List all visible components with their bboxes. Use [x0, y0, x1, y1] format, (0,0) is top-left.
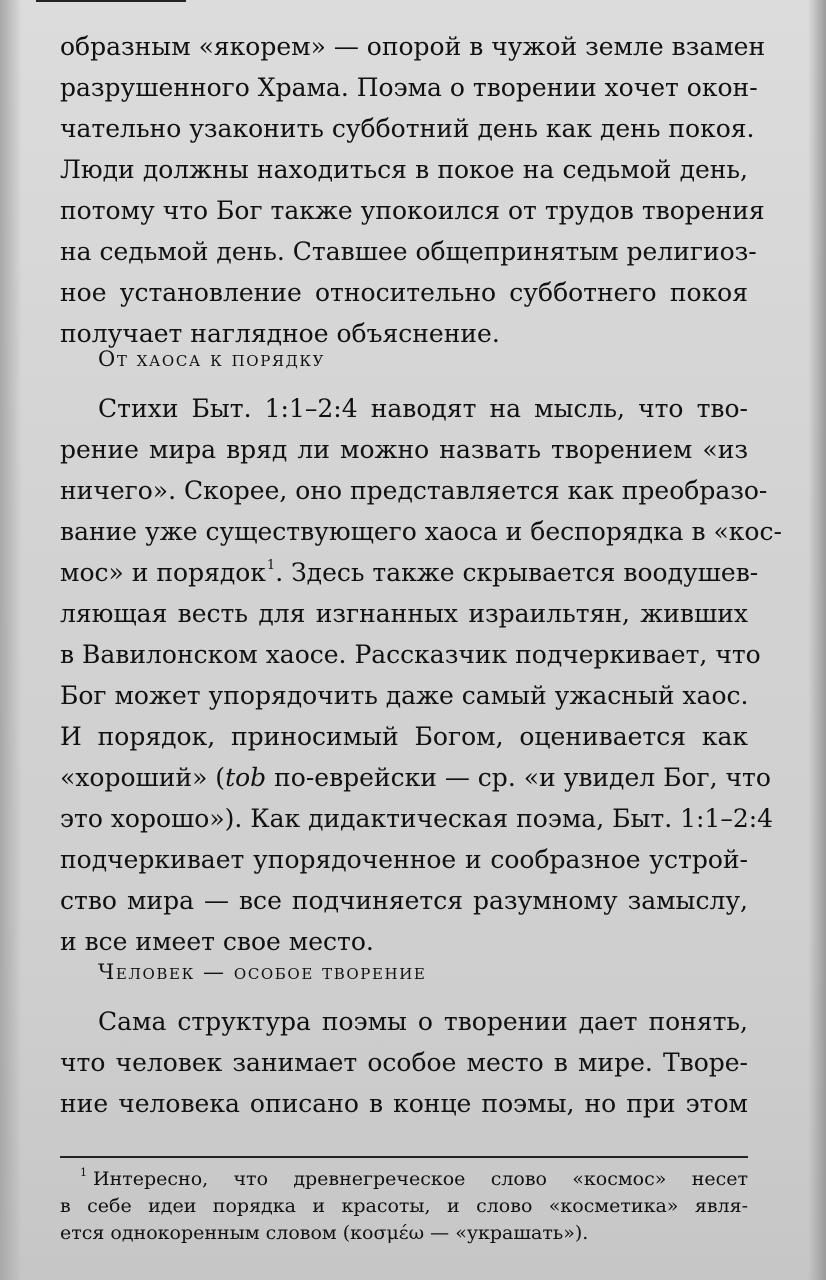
- text-fragment: . Здесь также скрывается воодушев-: [275, 558, 759, 587]
- text-line: получает наглядное объяснение.: [60, 319, 500, 348]
- italic-word-tob: tob: [225, 763, 267, 792]
- section-heading-human-special: Человек — особое творение: [98, 960, 427, 984]
- text-line: ние человека описано в конце поэмы, но при этом: [60, 1089, 748, 1118]
- text-line: Стихи Быт. 1:1–2:4 наводят на мысль, что тво-: [98, 394, 748, 423]
- footnote-line: в себе идеи порядка и красоты, и слово «косметика» явля-: [60, 1195, 748, 1217]
- footnote-line: [60, 1166, 748, 1193]
- text-line: рение мира вряд ли можно назвать творением «из: [60, 435, 748, 464]
- text-fragment: по-еврейски — ср. «и увидел Бог, что: [266, 763, 771, 792]
- text-line: ляющая весть для изгнанных израильтян, живших: [60, 599, 748, 628]
- text-line: образным «якорем» — опорой в чужой земле взамен: [60, 32, 766, 61]
- footnote-text: Интересно, что древнегреческое слово «космос» несет: [93, 1168, 748, 1190]
- top-rule: [36, 0, 186, 2]
- text-line: ное установление относительно субботнего покоя: [60, 278, 748, 307]
- text-line: [60, 757, 771, 798]
- text-line: это хорошо»). Как дидактическая поэма, Быт. 1:1–2:4: [60, 804, 774, 833]
- footnote-marker: 1: [80, 1166, 87, 1179]
- text-line: подчеркивает упорядоченное и сообразное устрой-: [60, 845, 748, 874]
- footnote-rule: [60, 1156, 748, 1158]
- text-line: разрушенного Храма. Поэма о творении хочет окон-: [60, 73, 758, 102]
- text-line: ничего». Скорее, оно представляется как преобразо-: [60, 476, 768, 505]
- text-fragment: «хороший» (: [60, 763, 226, 792]
- paragraph-human-special: [60, 1001, 748, 1124]
- text-line: и все имеет свое место.: [60, 927, 374, 956]
- text-line: в Вавилонском хаосе. Рассказчик подчеркивает, что: [60, 640, 761, 669]
- text-line: чательно узаконить субботний день как день покоя.: [60, 114, 755, 143]
- text-line: Бог может упорядочить даже самый ужасный хаос.: [60, 681, 749, 710]
- text-line: вание уже существующего хаоса и беспорядка в «кос-: [60, 517, 782, 546]
- section-heading-chaos-to-order: От хаоса к порядку: [98, 347, 326, 371]
- text-line: на седьмой день. Ставшее общепринятым религиоз-: [60, 237, 757, 266]
- text-line: что человек занимает особое место в мире. Творе-: [60, 1048, 748, 1077]
- text-line: И порядок, приносимый Богом, оценивается как: [60, 722, 748, 751]
- text-fragment: мос» и порядок: [60, 558, 266, 587]
- text-line: Люди должны находиться в покое на седьмой день,: [60, 155, 748, 184]
- footnote: [60, 1166, 748, 1247]
- footnote-reference: 1: [266, 558, 276, 573]
- paragraph-chaos-to-order: [60, 388, 782, 962]
- text-line: [60, 552, 759, 593]
- text-line: потому что Бог также упокоился от трудов творения: [60, 196, 765, 225]
- paragraph-sabbath: [60, 26, 766, 354]
- text-line: Сама структура поэмы о творении дает понять,: [98, 1007, 748, 1036]
- page-edge-shadow-right: [808, 0, 826, 1280]
- text-line: ство мира — все подчиняется разумному замыслу,: [60, 886, 748, 915]
- footnote-line: ется однокоренным словом (κοσμέω — «украшать»).: [60, 1222, 589, 1244]
- page-edge-shadow-left: [0, 0, 22, 1280]
